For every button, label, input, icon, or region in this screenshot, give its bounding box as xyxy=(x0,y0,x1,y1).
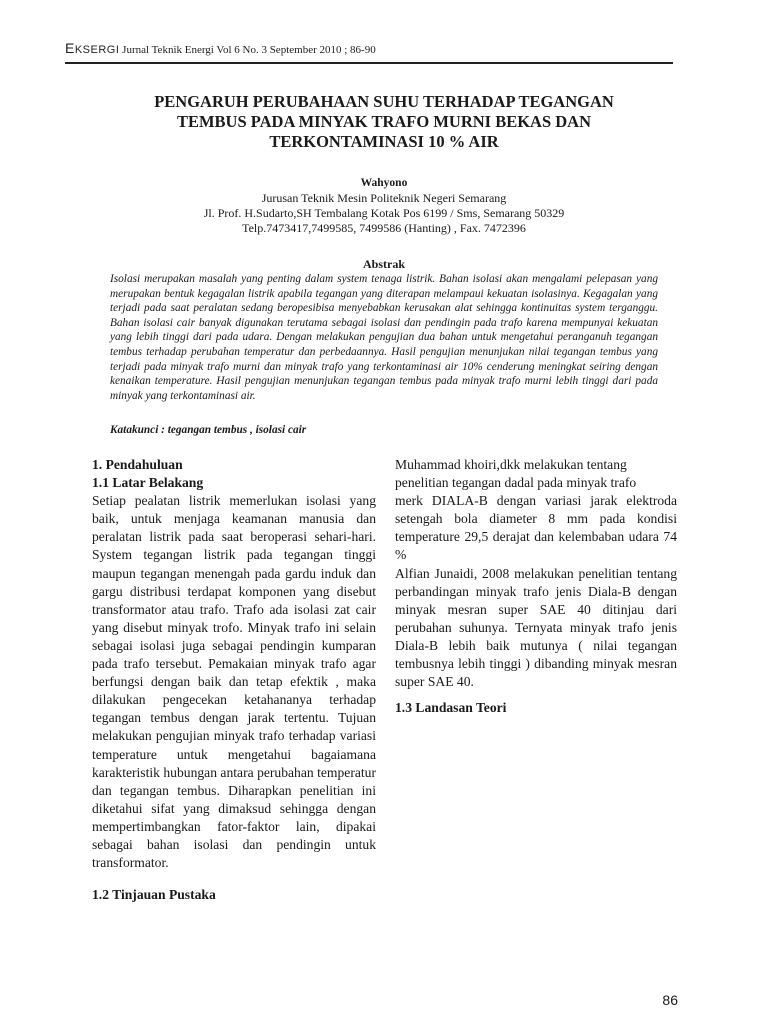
subsection-heading: 1.2 Tinjauan Pustaka xyxy=(92,887,216,903)
title-line: TERKONTAMINASI 10 % AIR xyxy=(269,132,499,151)
journal-header xyxy=(65,40,677,56)
journal-name: KSERGI xyxy=(74,44,120,56)
journal-citation: Jurnal Teknik Energi Vol 6 No. 3 September 2010 ; 86-90 xyxy=(119,44,376,56)
title-line: PENGARUH PERUBAHAAN SUHU TERHADAP TEGANGAN xyxy=(154,92,614,111)
right-column xyxy=(395,456,677,717)
body-paragraph: Alfian Junaidi, 2008 melakukan penelitian tentang perbandingan minyak trafo jenis Diala-B dengan minyak mesran super SAE 40 ditinjau dari perubahan suhunya. Ternyata minyak trafo jenis Diala-B lebih baik mutunya ( nilai tegangan tembusnya lebih tinggi ) dibanding minyak mesran super SAE 40. xyxy=(395,565,677,690)
subsection-heading: 1.3 Landasan Teori xyxy=(395,700,507,716)
body-line: penelitian tegangan dadal pada minyak trafo xyxy=(395,475,637,491)
abstract-heading: Abstrak xyxy=(362,257,405,271)
author-block xyxy=(90,176,678,236)
page-number: 86 xyxy=(662,992,678,1008)
header-divider xyxy=(65,62,673,64)
left-column xyxy=(92,456,376,904)
body-paragraph: merk DIALA-B dengan variasi jarak elektroda setengah bola diameter 8 mm pada kondisi temperature 29,5 derajat dan kelembaban udara 74 % xyxy=(395,493,677,563)
body-paragraph: Setiap pealatan listrik memerlukan isolasi yang baik, untuk menjaga keamanan manusia dan peralatan listrik pada saat beroperasi sehari-hari. System tegangan listrik pada tegangan tinggi maupun tegangan menengah pada gardu induk dan gargu distribusi terdapat komponen yang disebut transformator atau trafo. Trafo ada isolasi zat cair yang disebut minyak trofo. Minyak trafo ini selain sebagai isolasi juga sebagai pendingin kumparan pada trafo tersebut. Pemakaian minyak trafo agar berfungsi dengan baik dan tetap efektik , maka dilakukan pengecekan ketahananya terhadap tegangan tembus dengan jarak tertentu. Tujuan melakukan pengujian minyak trafo terhadap variasi temperature untuk mengetahui bagaiamana karakteristik hubungan antara perubahan temperatur dan tegangan tembus. Diharapkan penelitian ini diketahui sifat yang dimaksud sehingga dengan mempertimbangkan fator-faktor lain, dipakai sebagai bahan isolasi dan pendingin untuk transformator. xyxy=(92,493,376,871)
paper-title xyxy=(90,92,678,152)
body-line: Muhammad khoiri,dkk melakukan tentang xyxy=(395,457,627,472)
author-address: Jl. Prof. H.Sudarto,SH Tembalang Kotak Pos 6199 / Sms, Semarang 50329 xyxy=(203,206,565,220)
author-affiliation: Jurusan Teknik Mesin Politeknik Negeri Semarang xyxy=(261,191,507,205)
abstract-text: Isolasi merupakan masalah yang penting dalam system tenaga listrik. Bahan isolasi akan mengalami pelepasan yang merupakan bentuk kegagalan listrik apabila tegangan yang diterapan melampaui kekuatan isolasinya. Kegagalan yang terjadi pada saat peralatan sedang beropesibisa menyebabkan kerusakan alat sehingga kontinuitas system terganggu. Bahan isolasi cair banyak digunakan terutama sebagai isolasi dan pendingin pada trafo karena mempunyai kekuatan yang lebih tinggi dari pada udara. Dengan melakukan pengujian dua bahan untuk mengetahui peranganuh tegangan tembus terhadap perubahan temperatur dan perbedaannya. Hasil pengujian menunjukan nilai tegangan tembus yang terjadi pada minyak trafo murni dan minyak trafo yang terkontaminasi air 10% cenderung meningkat seiring dengan kenaikan temperature. Hasil pengujian menunjukan tegangan tembus pada minyak trafo murni lebih tinggi dari pada minyak yang terkontaminasi air. xyxy=(110,273,658,402)
journal-prefix: E xyxy=(65,40,75,56)
author-phone: Telp.7473417,7499585, 7499586 (Hanting) , Fax. 7472396 xyxy=(242,221,526,235)
title-line: TEMBUS PADA MINYAK TRAFO MURNI BEKAS DAN xyxy=(176,112,592,131)
author-name: Wahyono xyxy=(360,177,408,189)
subsection-heading: 1.1 Latar Belakang xyxy=(92,475,204,491)
keywords: Katakunci : tegangan tembus , isolasi cair xyxy=(110,424,307,436)
section-heading: 1. Pendahuluan xyxy=(92,457,183,472)
